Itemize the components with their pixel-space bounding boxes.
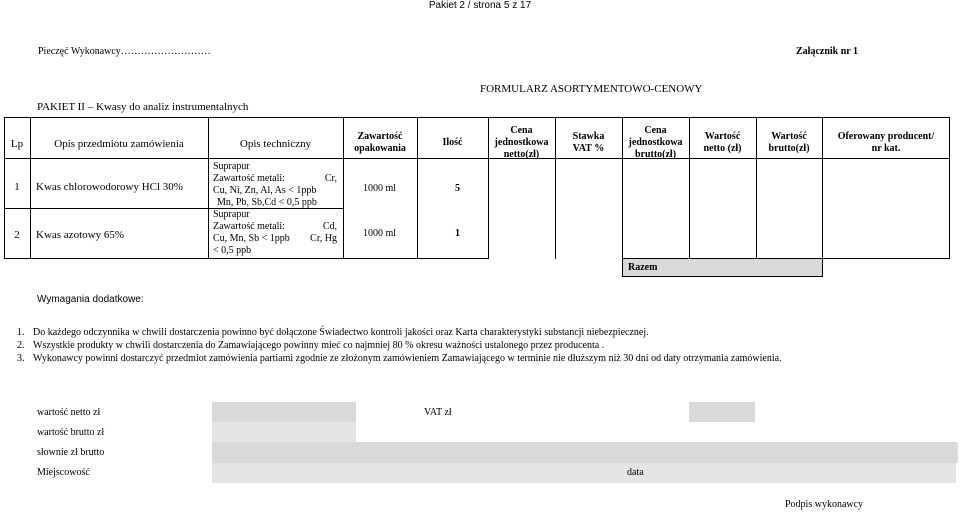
- in-words-field[interactable]: [212, 442, 958, 463]
- col-header-value-gross: Wartość brutto(zł): [768, 131, 810, 154]
- page-header: Pakiet 2 / strona 5 z 17: [428, 0, 532, 11]
- net-value-field[interactable]: [212, 402, 356, 422]
- col-header-tech: Opis techniczny: [239, 138, 312, 150]
- form-title: FORMULARZ ASORTYMENTOWO-CENOWY: [480, 83, 703, 95]
- col-header-price-net: Cena jednostkowa netto(zł): [494, 125, 549, 160]
- col-header-name: Opis przedmiotu zamówienia: [54, 138, 184, 150]
- col-header-value-net: Wartość netto (zł): [703, 131, 742, 154]
- requirement-3: 3. Wykonawcy powinni dostarczyć przedmiot zamówienia partiami zgodnie ze złożonym zamówieniem Zamawiającego w terminie nie dłuższym niż 30 dni od daty otrzymania zamówienia.: [17, 353, 782, 364]
- col-header-qty: Ilość: [442, 137, 463, 148]
- row1-lp: 1: [14, 181, 20, 193]
- gross-value-field[interactable]: [212, 422, 356, 442]
- col-header-vat: Stawka VAT %: [572, 131, 605, 154]
- row2-qty: 1: [455, 228, 460, 239]
- col-header-lp: Lp: [10, 138, 24, 150]
- date-label: data: [627, 467, 644, 478]
- in-words-label: słownie zł brutto: [37, 447, 105, 458]
- total-label: Razem: [628, 262, 658, 273]
- row1-name: Kwas chlorowodorowy HCl 30%: [36, 181, 183, 193]
- net-value-label: wartość netto zł: [37, 407, 101, 418]
- vat-value-field[interactable]: [689, 402, 755, 422]
- contractor-stamp: Pieczęć Wykonawcy………………………: [38, 46, 211, 57]
- row1-tech-description: Suprapur Zawartość metali: Cr, Cu, Ni, Zn, Al, As < 1ppb Mn, Pb, Sb,Cd < 0,5 ppb: [213, 161, 337, 208]
- row1-pack: 1000 ml: [363, 183, 397, 194]
- row2-lp: 2: [14, 229, 20, 241]
- place-label: Miejscowość: [37, 467, 90, 478]
- requirement-2: 2. Wszystkie produkty w chwili dostarczenia do Zamawiającego powinny mieć co najmniej 80 % okresu ważności ustalonego przez producenta .: [17, 340, 605, 351]
- place-date-field[interactable]: [212, 463, 956, 483]
- row2-name: Kwas azotowy 65%: [36, 229, 124, 241]
- vat-label: VAT zł: [424, 407, 452, 418]
- col-header-pack: Zawartość opakowania: [354, 131, 406, 154]
- row2-pack: 1000 ml: [363, 228, 397, 239]
- annex-number: Załącznik nr 1: [796, 46, 859, 57]
- requirements-title: Wymagania dodatkowe:: [37, 294, 144, 305]
- col-header-producer: Oferowany producent/ nr kat.: [837, 131, 935, 154]
- gross-value-label: wartość brutto zł: [37, 427, 105, 438]
- row1-qty: 5: [455, 183, 460, 194]
- col-header-price-gross: Cena jednostkowa brutto(zł): [628, 125, 683, 160]
- row2-tech-description: Suprapur Zawartość metali: Cd, Cu, Mn, Sb < 1ppb Cr, Hg < 0,5 ppb: [213, 209, 337, 256]
- package-title: PAKIET II – Kwasy do analiz instrumentalnych: [37, 101, 249, 113]
- requirement-1: 1. Do każdego odczynnika w chwili dostarczenia powinno być dołączone Świadectwo kontroli jakości oraz Karta charakterystyki substancji niebezpiecznej.: [17, 327, 649, 338]
- signature-label: Podpis wykonawcy: [785, 499, 864, 510]
